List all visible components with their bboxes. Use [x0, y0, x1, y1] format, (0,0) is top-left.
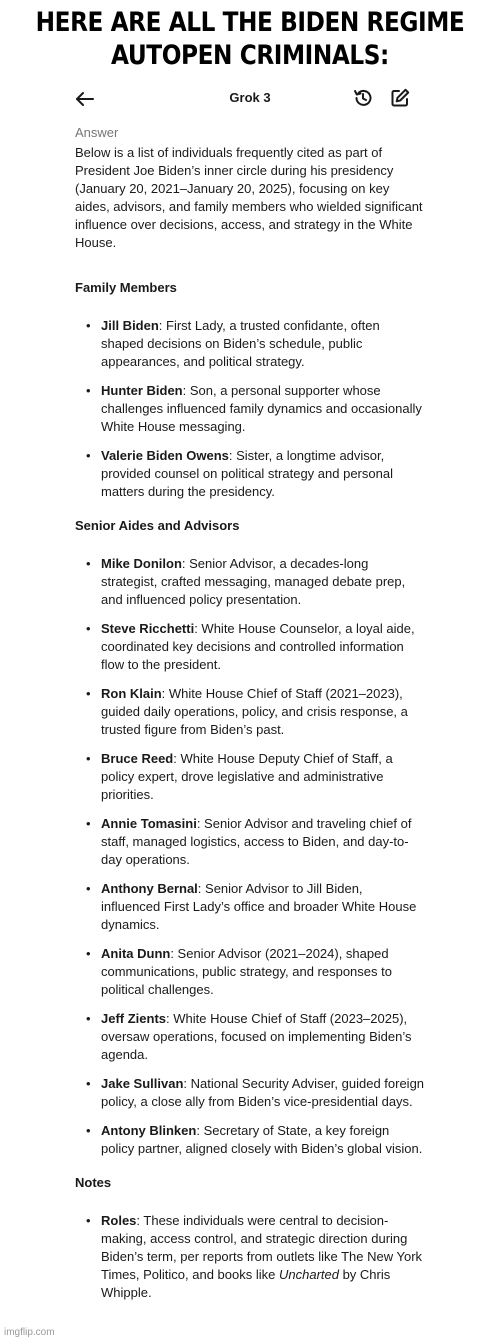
- item-text: : Secretary of State, a key foreign policy partner, aligned closely with Biden’s global vision.: [101, 1123, 423, 1156]
- item-text: : National Security Adviser, guided foreign policy, a close ally from Biden’s vice-presidential days.: [101, 1076, 425, 1109]
- item-name: Jeff Zients: [101, 1011, 167, 1026]
- item-text: : Senior Advisor to Jill Biden, influenced First Lady’s office and broader White House dynamics.: [101, 881, 417, 932]
- list-item: [75, 880, 425, 934]
- senior-aides-list: [75, 555, 425, 1158]
- item-text: : Sister, a longtime advisor, provided counsel on political strategy and personal matters during the presidency.: [101, 448, 393, 499]
- bullet: •: [86, 1076, 91, 1091]
- item-text: : White House Chief of Staff (2023–2025), oversaw operations, focused on implementing Biden’s agenda.: [101, 1011, 412, 1062]
- item-text: : Senior Advisor (2021–2024), shaped communications, public strategy, and responses to political challenges.: [101, 946, 392, 997]
- item-text: : These individuals were central to decision-making, access control, and strategic direction during Biden’s term, per reports from outlets like The New York Times, Politico, and books like: [101, 1213, 423, 1282]
- item-name: Jake Sullivan: [101, 1076, 184, 1091]
- item-name: Jill Biden: [101, 318, 159, 333]
- item-text: : White House Counselor, a loyal aide, coordinated key decisions and controlled information flow to the president.: [101, 621, 415, 672]
- bullet: •: [86, 556, 91, 571]
- answer-content: [75, 124, 425, 1318]
- list-item: [75, 447, 425, 501]
- senior-aides-heading: Senior Aides and Advisors: [75, 518, 240, 533]
- bullet: •: [86, 1011, 91, 1026]
- item-name: Ron Klain: [101, 686, 162, 701]
- list-item: [75, 1122, 425, 1158]
- header-title: Grok 3: [229, 90, 271, 105]
- list-item: [75, 382, 425, 436]
- item-text: : Senior Advisor and traveling chief of staff, managed logistics, access to Biden, and day-to-day operations.: [101, 816, 412, 867]
- item-text: : White House Chief of Staff (2021–2023), guided daily operations, policy, and crisis response, a trusted figure from Biden’s past.: [101, 686, 408, 737]
- family-members-list: [75, 317, 425, 501]
- item-text-tail: by Chris Whipple.: [101, 1267, 391, 1300]
- list-item: [75, 1075, 425, 1111]
- list-item: [75, 620, 425, 674]
- notes-list: [75, 1212, 425, 1302]
- list-item: [75, 1212, 425, 1302]
- item-name: Antony Blinken: [101, 1123, 197, 1138]
- caption-line-2: AUTOPEN CRIMINALS:: [111, 40, 389, 71]
- list-item: [75, 1010, 425, 1064]
- list-item: [75, 555, 425, 609]
- item-name: Anita Dunn: [101, 946, 171, 961]
- bullet: •: [86, 621, 91, 636]
- item-name: Roles: [101, 1213, 137, 1228]
- item-name: Hunter Biden: [101, 383, 183, 398]
- answer-label: Answer: [75, 125, 119, 140]
- bullet: •: [86, 1123, 91, 1138]
- bullet: •: [86, 686, 91, 701]
- item-name: Annie Tomasini: [101, 816, 197, 831]
- bullet: •: [86, 318, 91, 333]
- item-text: : Senior Advisor, a decades-long strategist, crafted messaging, managed debate prep, and influenced policy presentation.: [101, 556, 406, 607]
- edit-icon[interactable]: [389, 87, 411, 109]
- bullet: •: [86, 881, 91, 896]
- book-title: Uncharted: [278, 1267, 339, 1282]
- bullet: •: [86, 448, 91, 463]
- item-name: Steve Ricchetti: [101, 621, 195, 636]
- list-item: [75, 750, 425, 804]
- item-name: Valerie Biden Owens: [101, 448, 229, 463]
- imgflip-watermark: imgflip.com: [4, 1327, 55, 1338]
- meme-caption: [35, 6, 465, 72]
- bullet: •: [86, 1213, 91, 1228]
- list-item: [75, 685, 425, 739]
- family-members-heading: Family Members: [75, 280, 177, 295]
- bullet: •: [86, 946, 91, 961]
- answer-intro: Below is a list of individuals frequently cited as part of President Joe Biden’s inner circle during his presidency (January 20, 2021–January 20, 2025), focusing on key aides, advisors, and family members who wielded significant influence over decisions, access, and strategy in the White House.: [75, 145, 423, 250]
- item-name: Mike Donilon: [101, 556, 182, 571]
- history-icon[interactable]: [352, 87, 374, 109]
- bullet: •: [86, 816, 91, 831]
- item-name: Bruce Reed: [101, 751, 174, 766]
- item-text: : White House Deputy Chief of Staff, a policy expert, drove legislative and administrative priorities.: [101, 751, 393, 802]
- item-text: : Son, a personal supporter whose challenges influenced family dynamics and occasionally White House messaging.: [101, 383, 422, 434]
- bullet: •: [86, 383, 91, 398]
- list-item: [75, 317, 425, 371]
- list-item: [75, 815, 425, 869]
- item-text: : First Lady, a trusted confidante, often shaped decisions on Biden’s schedule, public appearances, and political strategy.: [101, 318, 380, 369]
- list-item: [75, 945, 425, 999]
- bullet: •: [86, 751, 91, 766]
- notes-heading: Notes: [75, 1175, 112, 1190]
- app-header: [0, 84, 500, 114]
- item-name: Anthony Bernal: [101, 881, 198, 896]
- caption-line-1: HERE ARE ALL THE BIDEN REGIME: [35, 7, 465, 38]
